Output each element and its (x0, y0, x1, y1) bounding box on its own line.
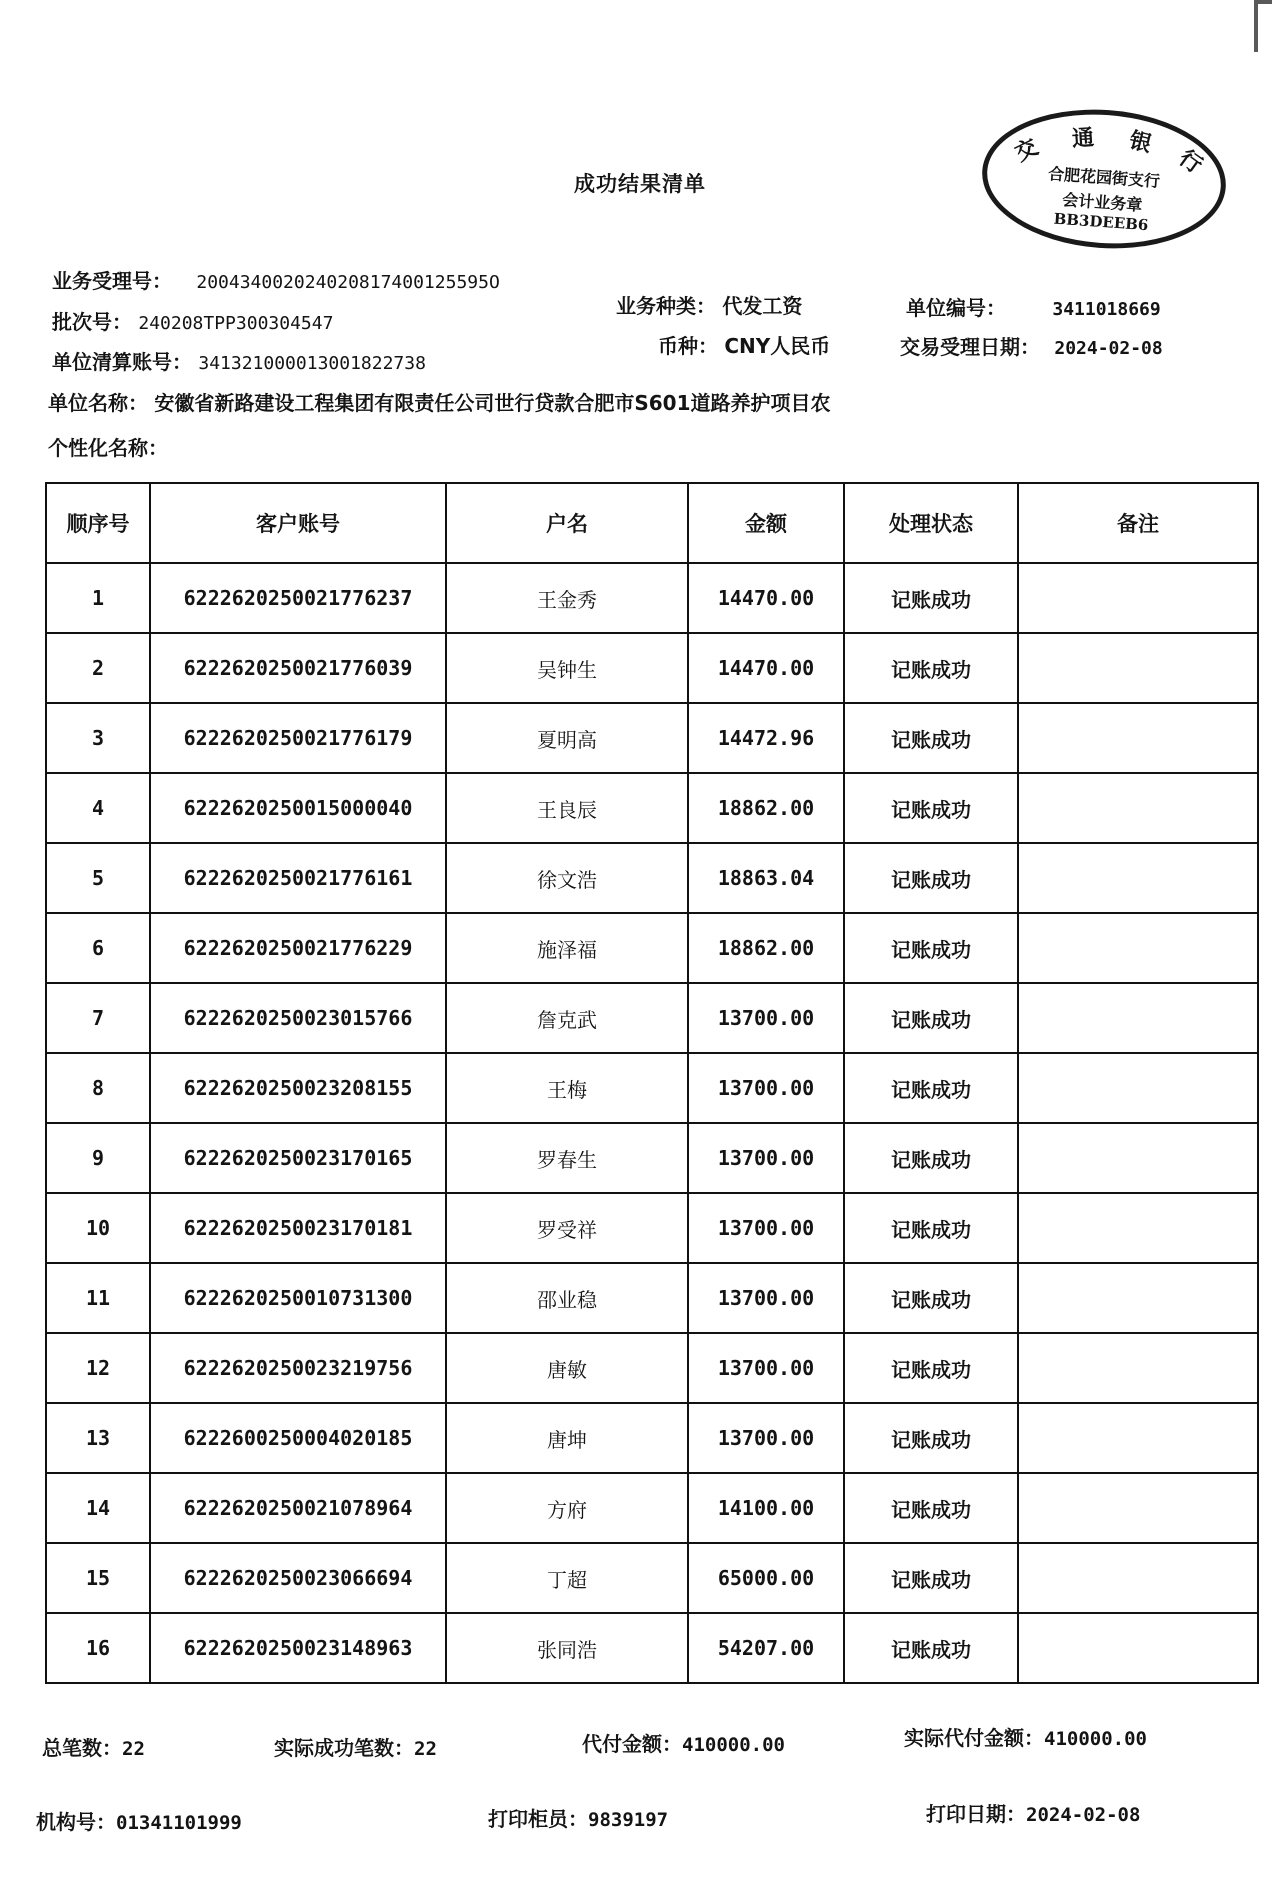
table-row (46, 1403, 1258, 1473)
column-header-amount: 金额 (688, 483, 844, 563)
row-account: 6222620250021776039 (150, 633, 446, 703)
row-name: 詹克武 (446, 983, 688, 1053)
row-note (1018, 1123, 1258, 1193)
org-no-label: 机构号： (36, 1810, 116, 1834)
currency-label: 币种： (658, 334, 718, 358)
column-header-name: 户名 (446, 483, 688, 563)
row-name: 王梅 (446, 1053, 688, 1123)
unit-code-value: 3411018669 (1052, 299, 1161, 320)
row-name: 邵业稳 (446, 1263, 688, 1333)
row-name: 王良辰 (446, 773, 688, 843)
row-account: 6222620250021776161 (150, 843, 446, 913)
business-type-value: 代发工资 (722, 294, 803, 318)
row-amount: 14470.00 (688, 563, 844, 633)
row-account: 6222620250010731300 (150, 1263, 446, 1333)
row-seq: 1 (46, 563, 150, 633)
currency-value: CNY人民币 (724, 334, 831, 358)
row-status: 记账成功 (844, 1543, 1018, 1613)
row-amount: 13700.00 (688, 1053, 844, 1123)
row-account: 6222620250021776229 (150, 913, 446, 983)
stamp-purpose: 会计业务章 (1061, 190, 1143, 215)
document-title: 成功结果清单 (574, 172, 706, 196)
print-teller-field (488, 1803, 668, 1832)
business-no-label: 业务受理号： (52, 269, 172, 293)
print-date-value: 2024-02-08 (1026, 1804, 1141, 1826)
unit-name-label: 单位名称： (48, 391, 148, 415)
table-row (46, 1473, 1258, 1543)
result-table (45, 482, 1259, 1684)
row-seq: 13 (46, 1403, 150, 1473)
table-row (46, 983, 1258, 1053)
row-seq: 12 (46, 1333, 150, 1403)
row-note (1018, 773, 1258, 843)
row-account: 6222620250023170181 (150, 1193, 446, 1263)
settlement-account-value: 341321000013001822738 (198, 353, 426, 374)
row-account: 6222620250021078964 (150, 1473, 446, 1543)
batch-no-value: 240208TPP300304547 (138, 313, 334, 334)
column-header-account: 客户账号 (150, 483, 446, 563)
row-amount: 13700.00 (688, 983, 844, 1053)
row-note (1018, 1333, 1258, 1403)
actual-pay-amount-label: 实际代付金额： (904, 1726, 1044, 1750)
table-row (46, 1123, 1258, 1193)
print-teller-value: 9839197 (588, 1809, 669, 1831)
row-seq: 9 (46, 1123, 150, 1193)
row-status: 记账成功 (844, 843, 1018, 913)
row-status: 记账成功 (844, 1193, 1018, 1263)
batch-no-field (52, 306, 333, 335)
pay-amount-field (582, 1728, 785, 1757)
success-count-value: 22 (414, 1738, 437, 1760)
row-status: 记账成功 (844, 563, 1018, 633)
table-row (46, 773, 1258, 843)
row-status: 记账成功 (844, 1263, 1018, 1333)
row-status: 记账成功 (844, 1473, 1018, 1543)
settlement-account-label: 单位清算账号： (52, 350, 192, 374)
total-count-field (42, 1732, 145, 1761)
row-status: 记账成功 (844, 1613, 1018, 1683)
success-count-field (274, 1732, 437, 1761)
table-row (46, 563, 1258, 633)
row-account: 6222600250004020185 (150, 1403, 446, 1473)
table-row (46, 1613, 1258, 1683)
row-account: 6222620250023170165 (150, 1123, 446, 1193)
row-amount: 18863.04 (688, 843, 844, 913)
row-seq: 11 (46, 1263, 150, 1333)
row-name: 夏明高 (446, 703, 688, 773)
business-type-label: 业务种类： (616, 294, 716, 318)
column-header-status: 处理状态 (844, 483, 1018, 563)
pay-amount-value: 410000.00 (682, 1734, 785, 1756)
pay-amount-label: 代付金额： (582, 1732, 682, 1756)
org-no-field (36, 1806, 242, 1835)
table-row (46, 843, 1258, 913)
row-note (1018, 1263, 1258, 1333)
print-date-label: 打印日期： (926, 1802, 1026, 1826)
row-seq: 8 (46, 1053, 150, 1123)
table-body (46, 563, 1258, 1683)
row-status: 记账成功 (844, 1333, 1018, 1403)
table-row (46, 1333, 1258, 1403)
row-note (1018, 1613, 1258, 1683)
unit-code-label: 单位编号： (906, 296, 1006, 320)
row-note (1018, 1473, 1258, 1543)
accept-date-field (900, 331, 1163, 360)
row-seq: 4 (46, 773, 150, 843)
business-type-field (616, 290, 802, 319)
stamp-code: BB3DEEB6 (1053, 209, 1149, 235)
row-account: 6222620250021776237 (150, 563, 446, 633)
row-amount: 18862.00 (688, 773, 844, 843)
row-name: 罗受祥 (446, 1193, 688, 1263)
row-name: 丁超 (446, 1543, 688, 1613)
row-status: 记账成功 (844, 773, 1018, 843)
row-account: 6222620250023208155 (150, 1053, 446, 1123)
row-name: 唐敏 (446, 1333, 688, 1403)
settlement-account-field (52, 346, 426, 375)
row-status: 记账成功 (844, 703, 1018, 773)
total-count-value: 22 (122, 1738, 145, 1760)
table-row (46, 913, 1258, 983)
business-no-field (52, 265, 500, 294)
row-amount: 14100.00 (688, 1473, 844, 1543)
row-name: 张同浩 (446, 1613, 688, 1683)
custom-name-field (48, 432, 168, 461)
row-amount: 14470.00 (688, 633, 844, 703)
row-seq: 7 (46, 983, 150, 1053)
row-note (1018, 843, 1258, 913)
row-amount: 13700.00 (688, 1333, 844, 1403)
row-amount: 13700.00 (688, 1123, 844, 1193)
row-account: 6222620250023219756 (150, 1333, 446, 1403)
actual-pay-amount-field (904, 1722, 1147, 1751)
org-no-value: 01341101999 (116, 1812, 242, 1834)
table-row (46, 633, 1258, 703)
stamp-char: 行 (1174, 144, 1208, 179)
table-header-row (46, 483, 1258, 563)
table-row (46, 703, 1258, 773)
success-count-label: 实际成功笔数： (274, 1736, 414, 1760)
row-account: 6222620250023015766 (150, 983, 446, 1053)
row-status: 记账成功 (844, 1053, 1018, 1123)
row-account: 6222620250023148963 (150, 1613, 446, 1683)
row-status: 记账成功 (844, 633, 1018, 703)
row-name: 方府 (446, 1473, 688, 1543)
row-seq: 16 (46, 1613, 150, 1683)
row-note (1018, 1193, 1258, 1263)
row-status: 记账成功 (844, 1403, 1018, 1473)
table-row (46, 1263, 1258, 1333)
row-note (1018, 703, 1258, 773)
row-amount: 18862.00 (688, 913, 844, 983)
row-name: 唐坤 (446, 1403, 688, 1473)
row-account: 6222620250015000040 (150, 773, 446, 843)
row-note (1018, 563, 1258, 633)
row-note (1018, 1053, 1258, 1123)
row-seq: 14 (46, 1473, 150, 1543)
row-name: 施泽福 (446, 913, 688, 983)
row-amount: 13700.00 (688, 1193, 844, 1263)
print-teller-label: 打印柜员： (488, 1807, 588, 1831)
row-account: 6222620250023066694 (150, 1543, 446, 1613)
currency-field (658, 330, 830, 359)
row-name: 罗春生 (446, 1123, 688, 1193)
stamp-char: 通 (1071, 124, 1095, 153)
accept-date-value: 2024-02-08 (1054, 338, 1163, 359)
row-seq: 3 (46, 703, 150, 773)
actual-pay-amount-value: 410000.00 (1044, 1728, 1147, 1750)
row-amount: 13700.00 (688, 1403, 844, 1473)
table-row (46, 1053, 1258, 1123)
row-seq: 2 (46, 633, 150, 703)
stamp-char: 银 (1126, 127, 1155, 158)
row-name: 王金秀 (446, 563, 688, 633)
row-seq: 5 (46, 843, 150, 913)
business-no-value: 200434002024020817400125595O (196, 272, 500, 293)
stamp-char: 交 (1010, 133, 1043, 167)
table-row (46, 1543, 1258, 1613)
bank-seal-stamp (977, 102, 1230, 257)
row-seq: 6 (46, 913, 150, 983)
total-count-label: 总笔数： (42, 1736, 122, 1760)
custom-name-label: 个性化名称： (48, 436, 168, 460)
row-amount: 13700.00 (688, 1263, 844, 1333)
row-note (1018, 1543, 1258, 1613)
row-name: 吴钟生 (446, 633, 688, 703)
row-seq: 15 (46, 1543, 150, 1613)
accept-date-label: 交易受理日期： (900, 335, 1040, 359)
row-amount: 14472.96 (688, 703, 844, 773)
row-name: 徐文浩 (446, 843, 688, 913)
row-note (1018, 1403, 1258, 1473)
row-note (1018, 913, 1258, 983)
unit-code-field (906, 292, 1161, 321)
column-header-seq: 顺序号 (46, 483, 150, 563)
unit-name-field (48, 387, 831, 416)
column-header-note: 备注 (1018, 483, 1258, 563)
batch-no-label: 批次号： (52, 310, 132, 334)
stamp-branch: 合肥花园街支行 (1047, 164, 1161, 191)
page-edge-mark (1254, 0, 1272, 52)
row-amount: 65000.00 (688, 1543, 844, 1613)
row-seq: 10 (46, 1193, 150, 1263)
unit-name-value: 安徽省新路建设工程集团有限责任公司世行贷款合肥市S601道路养护项目农 (154, 391, 831, 415)
row-status: 记账成功 (844, 913, 1018, 983)
row-note (1018, 983, 1258, 1053)
table-row (46, 1193, 1258, 1263)
row-amount: 54207.00 (688, 1613, 844, 1683)
row-status: 记账成功 (844, 983, 1018, 1053)
row-note (1018, 633, 1258, 703)
print-date-field (926, 1798, 1140, 1827)
row-account: 6222620250021776179 (150, 703, 446, 773)
row-status: 记账成功 (844, 1123, 1018, 1193)
